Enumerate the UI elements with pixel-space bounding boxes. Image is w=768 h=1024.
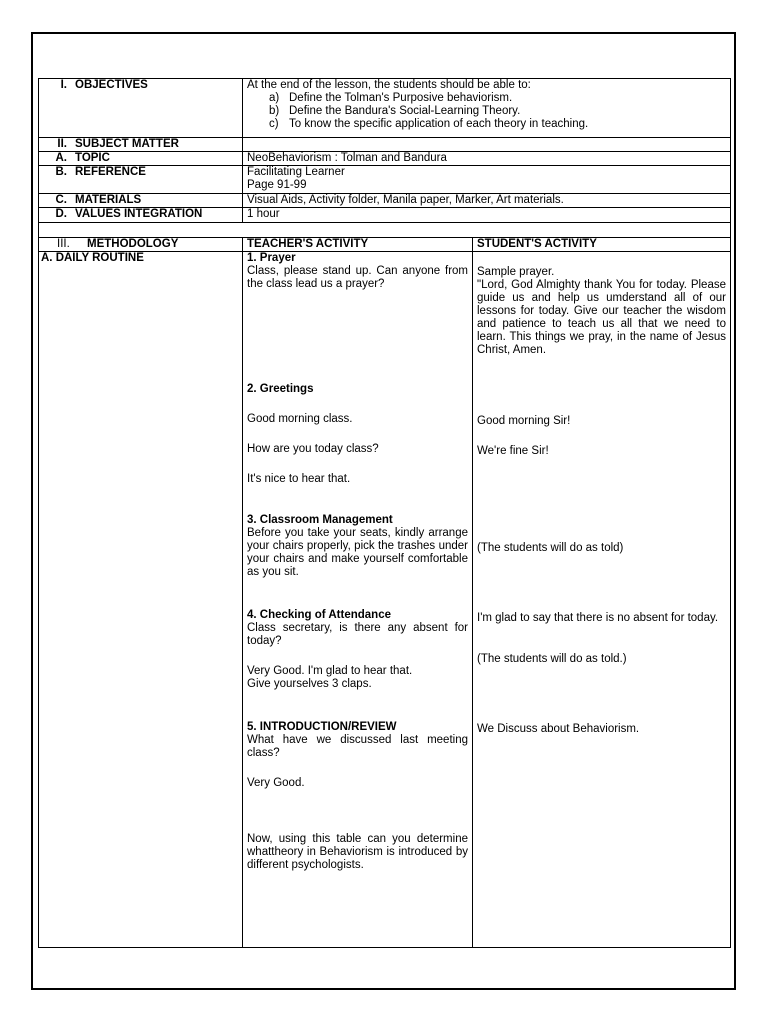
intro-review-title: 5. INTRODUCTION/REVIEW [247,721,397,733]
values-value: 1 hour [247,208,280,220]
intro-review-teacher-2: Very Good. [247,777,305,789]
objectives-label-cell [39,79,243,137]
objectives-intro: At the end of the lesson, the students should be able to: [247,79,531,91]
subject-matter-row [38,137,731,151]
attendance-teacher-text: Class secretary, is there any absent for today? [247,622,468,647]
classroom-teacher-text: Before you take your seats, kindly arrange your chairs properly, pick the trashes under your chairs and make yourself comfortable as you sit. [247,527,468,578]
topic-row [38,151,731,165]
methodology-label: METHODOLOGY [87,238,179,250]
subject-matter-label: SUBJECT MATTER [75,138,179,150]
values-row [38,207,731,222]
intro-review-student-text: We Discuss about Behaviorism. [477,723,640,735]
attendance-teacher-line2: Give yourselves 3 claps. [247,678,372,690]
reference-label: REFERENCE [75,166,146,178]
values-num: D. [55,208,67,220]
greeting-student-2: We're fine Sir! [477,445,549,457]
materials-row [38,193,731,207]
prayer-student-intro: Sample prayer. [477,266,555,278]
objectives-content-cell [243,79,730,137]
values-label: VALUES INTEGRATION [75,208,203,220]
objective-item: a) Define the Tolman's Purposive behaviorism. [269,92,513,104]
daily-routine-label: A. DAILY ROUTINE [39,252,243,947]
reference-pages: Page 91-99 [247,179,307,191]
methodology-header-row [38,237,731,251]
prayer-student-text: "Lord, God Almighty thank You for today. Please guide us and help us umderstand all of our lessons for today. Give our teacher the wisdom and patience to teach us all that we need to learn. This things we pray, in the name of Jesus Christ, Amen. [477,279,726,356]
objectives-row [38,78,731,137]
empty-row [38,222,731,237]
student-activity-header: STUDENT'S ACTIVITY [477,238,597,250]
objective-item: b) Define the Bandura's Social-Learning Theory. [269,105,521,117]
objectives-label: OBJECTIVES [75,79,148,91]
reference-book: Facilitating Learner [247,166,345,178]
objective-item: c) To know the specific application of each theory in teaching. [269,118,589,130]
teacher-activity-header: TEACHER'S ACTIVITY [243,238,473,251]
topic-value: NeoBehaviorism : Tolman and Bandura [247,152,447,164]
classroom-student-text: (The students will do as told) [477,542,624,554]
student-column [473,252,730,947]
reference-num: B. [55,166,67,178]
prayer-title: 1. Prayer [247,252,296,264]
greeting-teacher-1: Good morning class. [247,413,353,425]
attendance-student-2: (The students will do as told.) [477,653,627,665]
topic-label: TOPIC [75,152,110,164]
attendance-teacher-line1: Very Good. I'm glad to hear that. [247,665,413,677]
daily-routine-row [38,251,731,948]
greeting-student-1: Good morning Sir! [477,415,571,427]
intro-review-teacher-3: Now, using this table can you determine whattheory in Behaviorism is introduced by different psychologists. [247,833,468,871]
classroom-title: 3. Classroom Management [247,514,393,526]
reference-row [38,165,731,193]
attendance-title: 4. Checking of Attendance [247,609,391,621]
greetings-title: 2. Greetings [247,383,314,395]
greeting-teacher-3: It's nice to hear that. [247,473,351,485]
methodology-num: III. [57,238,70,250]
materials-label: MATERIALS [75,194,142,206]
teacher-column [243,252,473,947]
materials-num: C. [55,194,67,206]
greeting-teacher-2: How are you today class? [247,443,379,455]
intro-review-teacher-text: What have we discussed last meeting class? [247,734,468,759]
attendance-student-text: I'm glad to say that there is no absent for today. [477,612,719,624]
subject-matter-num: II. [57,138,67,150]
prayer-teacher-text: Class, please stand up. Can anyone from the class lead us a prayer? [247,265,468,290]
topic-num: A. [55,152,67,164]
objectives-num: I. [60,79,67,91]
materials-value: Visual Aids, Activity folder, Manila paper, Marker, Art materials. [247,194,564,206]
lesson-plan-table [38,78,731,948]
